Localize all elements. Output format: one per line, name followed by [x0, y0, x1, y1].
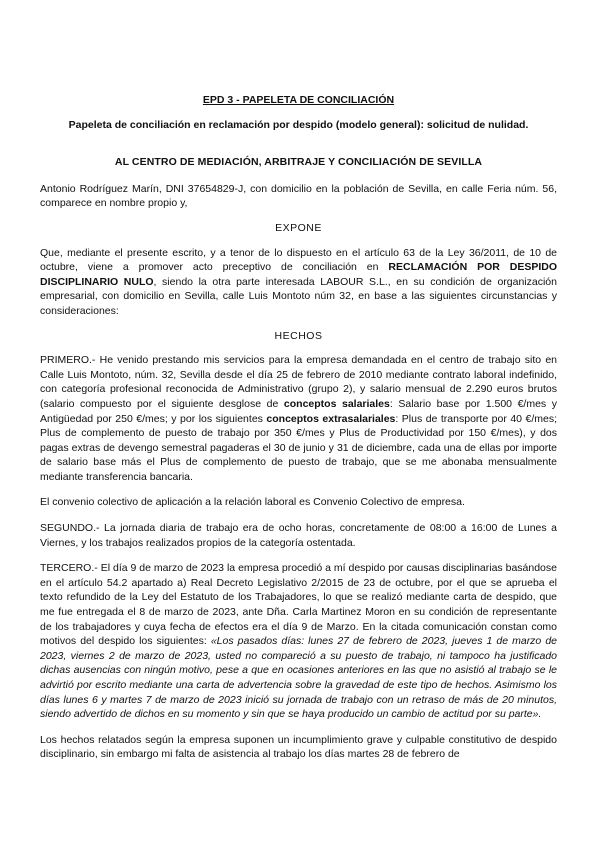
final-paragraph: Los hechos relatados según la empresa suponen un incumplimiento grave y culpable constitutivo de despido disciplinario, sin embargo mi falta de asistencia al trabajo los días martes 28 de febrero de: [40, 733, 557, 761]
primero-text-d: : Plus de transporte por 40 €/mes; Plus de complemento de puesto de trabajo por 350 €/mes y Plus de Productividad por 150 €/mes), y dos pagas extras de devengo semestral pagaderas el 30 de junio y 31 de diciembre, cada una de ellas por importe de salario base más el Plus de complemento de puesto de trabajo, que se me abonaba mensualmente mediante transferencia bancaria.: [40, 412, 558, 483]
primero-text-c: : Salario base por 1.500 €/mes y Antigüedad por 250 €/mes; y por los siguientes: [40, 397, 557, 425]
expone-paragraph: [40, 246, 557, 319]
expone-text-b: , siendo la otra parte interesada LABOUR S.L., en su condición de organización empresarial, con domicilio en Sevilla, calle Luis Montoto núm 32, en base a las siguientes circunstancias y consideraciones:: [40, 275, 557, 317]
document-subtitle: Papeleta de conciliación en reclamación por despido (modelo general): solicitud de nulidad.: [68, 118, 529, 131]
primero-paragraph: [40, 353, 557, 484]
hechos-heading: HECHOS: [274, 329, 323, 342]
addressee-heading: AL CENTRO DE MEDIACIÓN, ARBITRAJE Y CONCILIACIÓN DE SEVILLA: [114, 156, 483, 169]
expone-bold-claim: RECLAMACIÓN POR DESPIDO DISCIPLINARIO NULO: [40, 261, 557, 288]
primero-bold-extrasalariales: conceptos extrasalariales: [266, 412, 396, 425]
segundo-paragraph: SEGUNDO.- La jornada diaria de trabajo era de ocho horas, concretamente de 08:00 a 16:00 de Lunes a Viernes, y los trabajos realizados propios de la categoría ostentada.: [40, 522, 557, 549]
expone-text-a: Que, mediante el presente escrito, y a tenor de lo dispuesto en el artículo 63 de la Ley 36/2011, de 10 de octubre, viene a promover acto preceptivo de conciliación en: [40, 246, 557, 274]
tercero-text-a: TERCERO.- El día 9 de marzo de 2023 la empresa procedió a mí despido por causas disciplinarias basándose en el artículo 54.2 apartado a) Real Decreto Legislativo 2/2015 de 23 de octubre, por el que se aprueba el texto refundido de la Ley del Estatuto de los Trabajadores, lo que se realizó mediante carta de despido, que me fue entregada el 8 de marzo de 2023, ante Dña. Carla Martinez Moron en su condición de representante de los trabajadores y cuya fecha de efectos era el día 9 de Marzo. En la citada comunicación constan como motivos del despido los siguientes:: [40, 562, 557, 648]
primero-bold-salariales: conceptos salariales: [283, 397, 390, 410]
document-code-title: EPD 3 - PAPELETA DE CONCILIACIÓN: [202, 94, 395, 106]
tercero-paragraph: [40, 561, 557, 722]
expone-heading: EXPONE: [275, 221, 322, 234]
tercero-quote: «Los pasados días: lunes 27 de febrero de 2023, jueves 1 de marzo de 2023, viernes 2 de marzo de 2023, usted no compareció a su puesto de trabajo, ni tampoco ha justificado dichas ausencias con ningún motivo, pese a que en ocasiones anteriores en las que no asistió al trabajo se le advirtió por escrito mediante una carta de advertencia sobre la gravedad de este tipo de hechos. Asimismo los días lunes 6 y martes 7 de marzo de 2023 inició su jornada de trabajo con un retraso de más de 20 minutos, siendo advertido de dichos en su momento y sin que se haya producido un cambio de actitud por su parte».: [40, 635, 557, 721]
document-page: [40, 93, 557, 762]
convenio-paragraph: El convenio colectivo de aplicación a la relación laboral es Convenio Colectivo de empresa.: [40, 496, 465, 509]
intro-paragraph: Antonio Rodríguez Marín, DNI 37654829-J, con domicilio en la población de Sevilla, en calle Feria núm. 56, comparece en nombre propio y,: [40, 182, 557, 210]
primero-text-a: PRIMERO.- He venido prestando mis servicios para la empresa demandada en el centro de trabajo sito en Calle Luis Montoto, núm. 32, Sevilla desde el día 25 de febrero de 2010 mediante contrato laboral indefinido, con categoría profesional reconocida de Administrativo (grupo 2), y salario mensual de 2.290 euros brutos (salario compuesto por el siguiente desglose de: [40, 354, 557, 410]
